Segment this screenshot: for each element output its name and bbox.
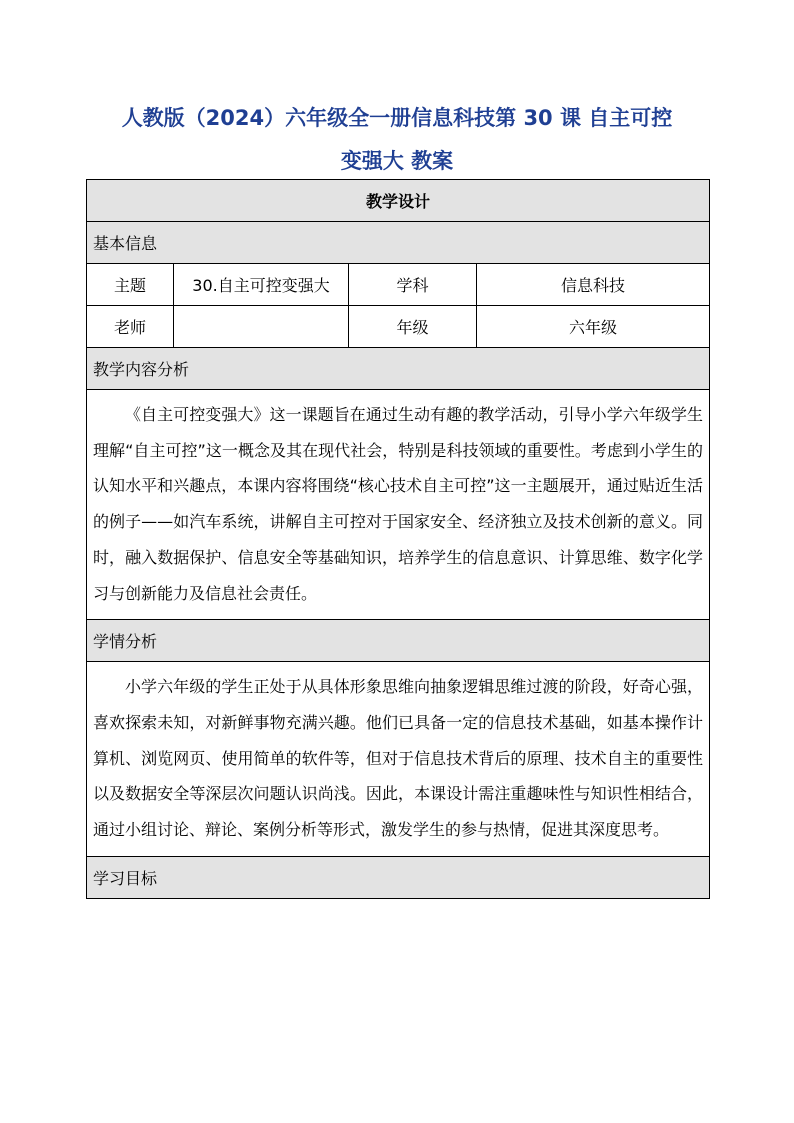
content-analysis-body-row [87, 390, 710, 620]
content-analysis-heading: 教学内容分析 [87, 348, 710, 390]
grade-label: 年级 [349, 306, 477, 348]
grade-value: 六年级 [477, 306, 710, 348]
document-title-line-2: 变强大 教案 [340, 149, 454, 173]
student-analysis-heading-row [87, 620, 710, 662]
subject-value: 信息科技 [477, 264, 710, 306]
teacher-grade-row [87, 306, 710, 348]
student-analysis-heading: 学情分析 [87, 620, 710, 662]
topic-label: 主题 [87, 264, 174, 306]
content-analysis-heading-row [87, 348, 710, 390]
teacher-value [174, 306, 349, 348]
basic-info-heading: 基本信息 [87, 222, 710, 264]
learning-objectives-heading-row [87, 856, 710, 898]
learning-objectives-heading: 学习目标 [87, 856, 710, 898]
document-title-line-1: 人教版（2024）六年级全一册信息科技第 30 课 自主可控 [121, 106, 673, 130]
subject-label: 学科 [349, 264, 477, 306]
table-header-cell: 教学设计 [87, 180, 710, 222]
student-analysis-body-row [87, 662, 710, 857]
lesson-plan-table [86, 179, 710, 899]
topic-value: 30.自主可控变强大 [174, 264, 349, 306]
content-analysis-text: 《自主可控变强大》这一课题旨在通过生动有趣的教学活动，引导小学六年级学生理解“自主可控”这一概念及其在现代社会，特别是科技领域的重要性。考虑到小学生的认知水平和兴趣点，本课内容将围绕“核心技术自主可控”这一主题展开，通过贴近生活的例子——如汽车系统，讲解自主可控对于国家安全、经济独立及技术创新的意义。同时，融入数据保护、信息安全等基础知识，培养学生的信息意识、计算思维、数字化学习与创新能力及信息社会责任。 [87, 390, 710, 620]
student-analysis-text: 小学六年级的学生正处于从具体形象思维向抽象逻辑思维过渡的阶段，好奇心强，喜欢探索未知，对新鲜事物充满兴趣。他们已具备一定的信息技术基础，如基本操作计算机、浏览网页、使用简单的软件等，但对于信息技术背后的原理、技术自主的重要性以及数据安全等深层次问题认识尚浅。因此，本课设计需注重趣味性与知识性相结合，通过小组讨论、辩论、案例分析等形式，激发学生的参与热情，促进其深度思考。 [87, 662, 710, 857]
topic-subject-row [87, 264, 710, 306]
table-header-row [87, 180, 710, 222]
basic-info-heading-row [87, 222, 710, 264]
teacher-label: 老师 [87, 306, 174, 348]
